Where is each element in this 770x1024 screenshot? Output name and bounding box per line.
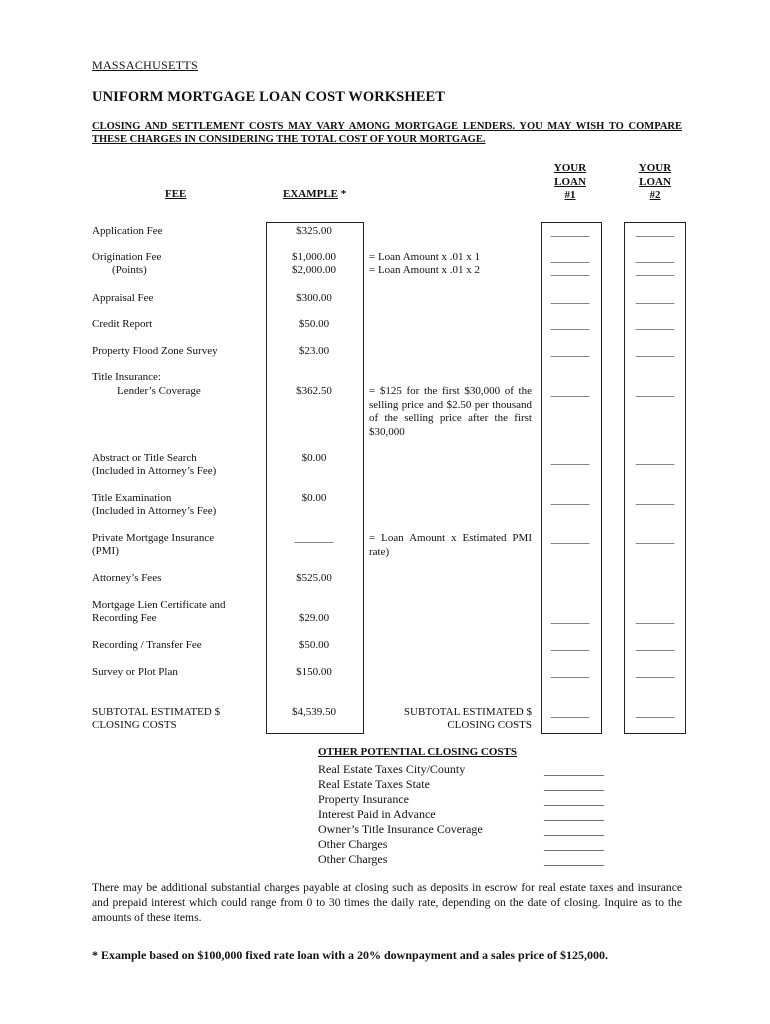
loan2-header-line: LOAN <box>639 175 671 188</box>
fee-column-header: FEE <box>165 188 187 200</box>
other-cost-item: Property Insurance <box>318 792 409 806</box>
survey-example: $150.00 <box>296 666 332 678</box>
loan1-header-line: YOUR <box>553 162 587 174</box>
points-example: $2,000.00 <box>292 264 336 276</box>
loan2-input[interactable]: _______ <box>635 265 675 277</box>
mortgage-lien-sublabel: Recording Fee <box>92 612 157 624</box>
loan1-input[interactable]: _______ <box>550 386 590 398</box>
loan1-input[interactable]: _______ <box>550 667 590 679</box>
subtitle: CLOSING AND SETTLEMENT COSTS MAY VARY AMONG MORTGAGE LENDERS. YOU MAY WISH TO COMPARE THESE CHARGES IN CONSIDERING THE TOTAL COST OF YOUR MORTGAGE. <box>92 121 682 145</box>
abstract-example: $0.00 <box>301 452 327 464</box>
loan1-input[interactable]: _______ <box>550 494 590 506</box>
loan2-input[interactable]: _______ <box>635 454 675 466</box>
loan2-input[interactable]: _______ <box>635 386 675 398</box>
origination-fee-example: $1,000.00 <box>292 251 336 263</box>
appraisal-fee-label: Appraisal Fee <box>92 292 154 304</box>
pmi-label: Private Mortgage Insurance <box>92 532 215 544</box>
other-cost-input[interactable]: __________ <box>544 853 604 867</box>
loan1-input[interactable]: _______ <box>550 265 590 277</box>
origination-fee-note: = Loan Amount x .01 x 1 <box>369 251 481 263</box>
loan1-input[interactable]: _______ <box>550 533 590 545</box>
abstract-label: Abstract or Title Search <box>92 452 197 464</box>
other-costs-heading: OTHER POTENTIAL CLOSING COSTS <box>318 746 517 758</box>
loan2-input[interactable]: _______ <box>635 613 675 625</box>
loan1-input[interactable]: _______ <box>550 319 590 331</box>
origination-fee-sublabel: (Points) <box>112 264 147 276</box>
subtotal-example: $4,539.50 <box>292 706 336 718</box>
loan2-input[interactable]: _______ <box>635 226 675 238</box>
other-cost-item: Owner’s Title Insurance Coverage <box>318 822 483 836</box>
loan1-subtotal-input[interactable]: _______ <box>550 707 590 719</box>
credit-report-example: $50.00 <box>298 318 330 330</box>
loan2-input[interactable]: _______ <box>635 533 675 545</box>
title-exam-example: $0.00 <box>301 492 327 504</box>
pmi-example-input[interactable]: _______ <box>294 532 334 544</box>
other-cost-item: Real Estate Taxes City/County <box>318 762 466 776</box>
title-exam-sublabel: (Included in Attorney’s Fee) <box>92 505 217 517</box>
points-note: = Loan Amount x .01 x 2 <box>369 264 481 276</box>
mortgage-lien-example: $29.00 <box>298 612 330 624</box>
other-cost-item: Interest Paid in Advance <box>318 807 436 821</box>
loan2-input[interactable]: _______ <box>635 640 675 652</box>
credit-report-label: Credit Report <box>92 318 153 330</box>
loan2-input[interactable]: _______ <box>635 667 675 679</box>
loan1-column-header <box>545 162 595 203</box>
mortgage-lien-label: Mortgage Lien Certificate and <box>92 599 226 611</box>
attorney-fees-label: Attorney’s Fees <box>92 572 162 584</box>
example-column-header <box>283 188 346 202</box>
recording-fee-example: $50.00 <box>298 639 330 651</box>
loan1-input[interactable]: _______ <box>550 293 590 305</box>
other-cost-input[interactable]: __________ <box>544 808 604 822</box>
example-header-text: EXAMPLE <box>283 188 338 200</box>
loan1-input[interactable]: _______ <box>550 252 590 264</box>
flood-zone-label: Property Flood Zone Survey <box>92 345 218 357</box>
loan2-input[interactable]: _______ <box>635 293 675 305</box>
page-title: UNIFORM MORTGAGE LOAN COST WORKSHEET <box>92 89 446 105</box>
loan1-input[interactable]: _______ <box>550 613 590 625</box>
subtotal-sublabel: CLOSING COSTS <box>92 719 177 731</box>
origination-fee-label: Origination Fee <box>92 251 162 263</box>
application-fee-example: $325.00 <box>296 225 332 237</box>
loan2-input[interactable]: _______ <box>635 494 675 506</box>
other-cost-item: Real Estate Taxes State <box>318 777 430 791</box>
loan1-input[interactable]: _______ <box>550 346 590 358</box>
flood-zone-example: $23.00 <box>298 345 330 357</box>
disclaimer-paragraph: There may be additional substantial charges payable at closing such as deposits in escrow for real estate taxes and insurance and prepaid interest which could range from 0 to 30 times the daily rate, depending on the date of closing. Inquire as to the amounts of these items. <box>92 881 682 924</box>
subtotal-note-sublabel: CLOSING COSTS <box>447 719 532 731</box>
appraisal-fee-example: $300.00 <box>296 292 332 304</box>
other-cost-input[interactable]: __________ <box>544 778 604 792</box>
abstract-sublabel: (Included in Attorney’s Fee) <box>92 465 217 477</box>
example-header-mark: * <box>338 188 347 200</box>
loan2-column-header <box>630 162 680 203</box>
title-insurance-example: $362.50 <box>296 385 332 397</box>
title-insurance-label: Title Insurance: <box>92 371 161 383</box>
loan1-header-line: LOAN <box>554 175 586 188</box>
application-fee-label: Application Fee <box>92 225 163 237</box>
other-cost-input[interactable]: __________ <box>544 763 604 777</box>
state-heading: MASSACHUSETTS <box>92 58 198 72</box>
other-cost-item: Other Charges <box>318 837 388 851</box>
loan2-input[interactable]: _______ <box>635 252 675 264</box>
attorney-fees-example: $525.00 <box>296 572 332 584</box>
lenders-coverage-label: Lender’s Coverage <box>117 385 201 397</box>
loan1-header-line: #1 <box>564 189 576 201</box>
loan2-header-line: #2 <box>649 189 661 201</box>
pmi-note: = Loan Amount x Estimated PMI rate) <box>369 532 532 558</box>
other-cost-input[interactable]: __________ <box>544 793 604 807</box>
other-cost-input[interactable]: __________ <box>544 838 604 852</box>
title-insurance-note: = $125 for the first $30,000 of the selling price and $2.50 per thousand of the selling price after the first $30,000 <box>369 385 532 438</box>
other-cost-item: Other Charges <box>318 852 388 866</box>
loan1-input[interactable]: _______ <box>550 640 590 652</box>
subtotal-label: SUBTOTAL ESTIMATED $ <box>92 706 221 718</box>
footnote: * Example based on $100,000 fixed rate loan with a 20% downpayment and a sales price of $125,000. <box>92 948 609 962</box>
loan2-subtotal-input[interactable]: _______ <box>635 707 675 719</box>
pmi-sublabel: (PMI) <box>92 545 119 557</box>
title-exam-label: Title Examination <box>92 492 172 504</box>
loan2-input[interactable]: _______ <box>635 346 675 358</box>
loan2-header-line: YOUR <box>638 162 672 174</box>
loan1-input[interactable]: _______ <box>550 454 590 466</box>
loan2-input[interactable]: _______ <box>635 319 675 331</box>
loan1-input[interactable]: _______ <box>550 226 590 238</box>
subtotal-note: SUBTOTAL ESTIMATED $ <box>403 706 532 718</box>
other-cost-input[interactable]: __________ <box>544 823 604 837</box>
recording-fee-label: Recording / Transfer Fee <box>92 639 202 651</box>
survey-label: Survey or Plot Plan <box>92 666 178 678</box>
